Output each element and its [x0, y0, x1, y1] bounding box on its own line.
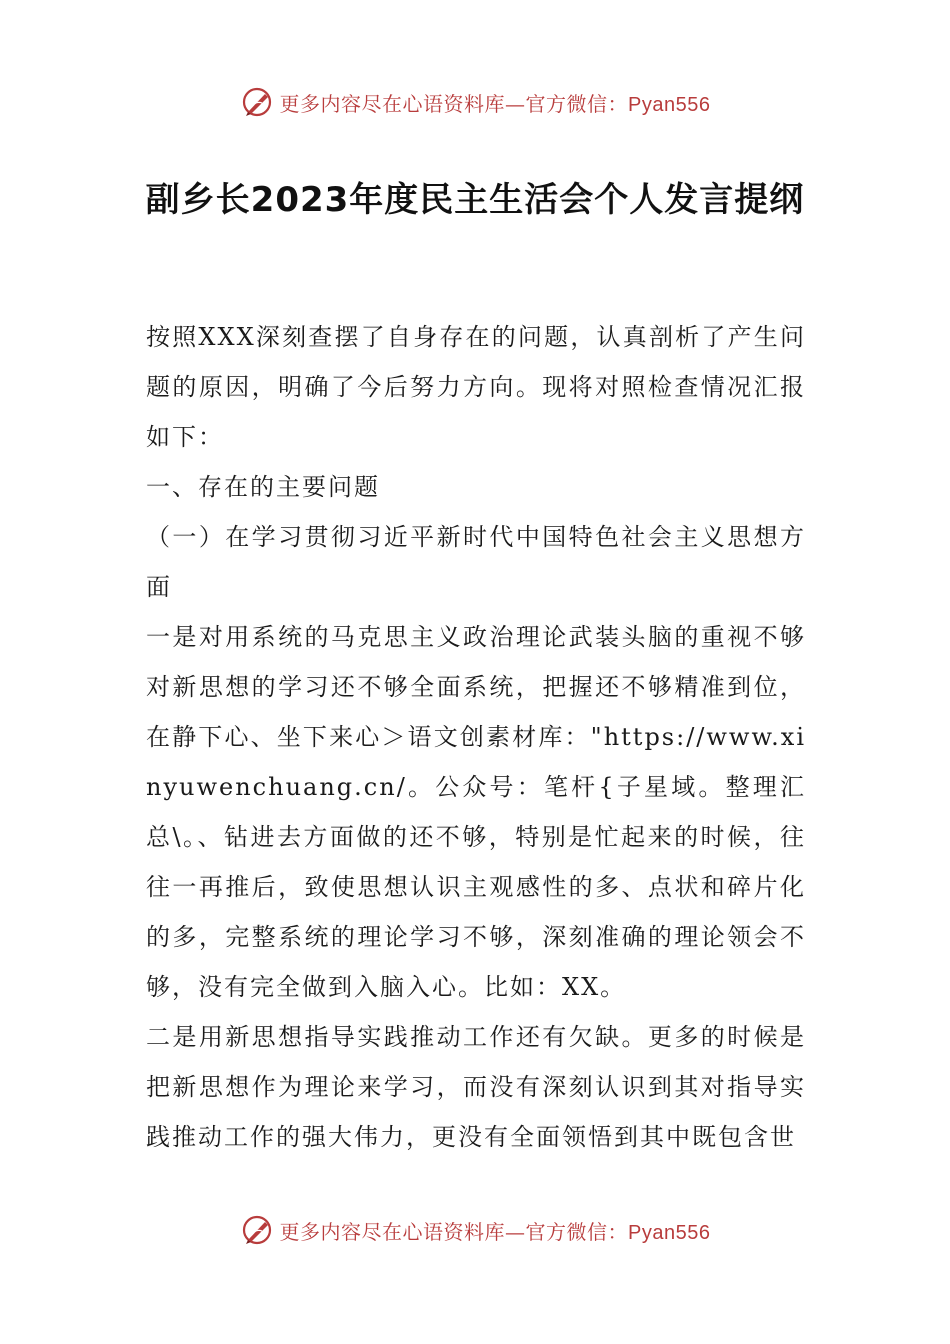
heading-subsection-1: （一）在学习贯彻习近平新时代中国特色社会主义思想方面	[146, 523, 806, 601]
footer-banner	[0, 1210, 950, 1250]
wechat-id: Pyan556	[628, 93, 711, 116]
wechat-id: Pyan556	[628, 1221, 711, 1244]
document-body	[146, 312, 806, 1162]
heading-section-1: 一、存在的主要问题	[146, 473, 380, 501]
banner-label: 更多内容尽在心语资料库—官方微信：	[279, 1219, 629, 1244]
banner-text	[280, 1216, 711, 1245]
pen-logo-icon	[240, 85, 274, 119]
paragraph-point-2: 二是用新思想指导实践推动工作还有欠缺。更多的时候是把新思想作为理论来学习，而没有深刻认识到其对指导实践推动工作的强大伟力，更没有全面领悟到其中既包含世	[146, 1023, 806, 1151]
paragraph-point-1: 一是对用系统的马克思主义政治理论武装头脑的重视不够对新思想的学习还不够全面系统，把握还不够精准到位，在静下心、坐下来心＞语文创素材库："https://www.xinyuwenchuang.cn/。公众号：笔杆{子星域。整理汇总\。、钻进去方面做的还不够，特别是忙起来的时候，往往一再推后，致使思想认识主观感性的多、点状和碎片化的多，完整系统的理论学习不够，深刻准确的理论领会不够，没有完全做到入脑入心。比如：XX。	[146, 623, 806, 1001]
header-banner	[0, 82, 950, 122]
banner-label: 更多内容尽在心语资料库—官方微信：	[279, 91, 629, 116]
paragraph-intro: 按照XXX深刻查摆了自身存在的问题，认真剖析了产生问题的原因，明确了今后努力方向。现将对照检查情况汇报如下：	[146, 323, 806, 451]
pen-logo-icon	[240, 1213, 274, 1247]
banner-text	[280, 88, 711, 117]
document-title: 副乡长2023年度民主生活会个人发言提纲	[145, 180, 805, 220]
